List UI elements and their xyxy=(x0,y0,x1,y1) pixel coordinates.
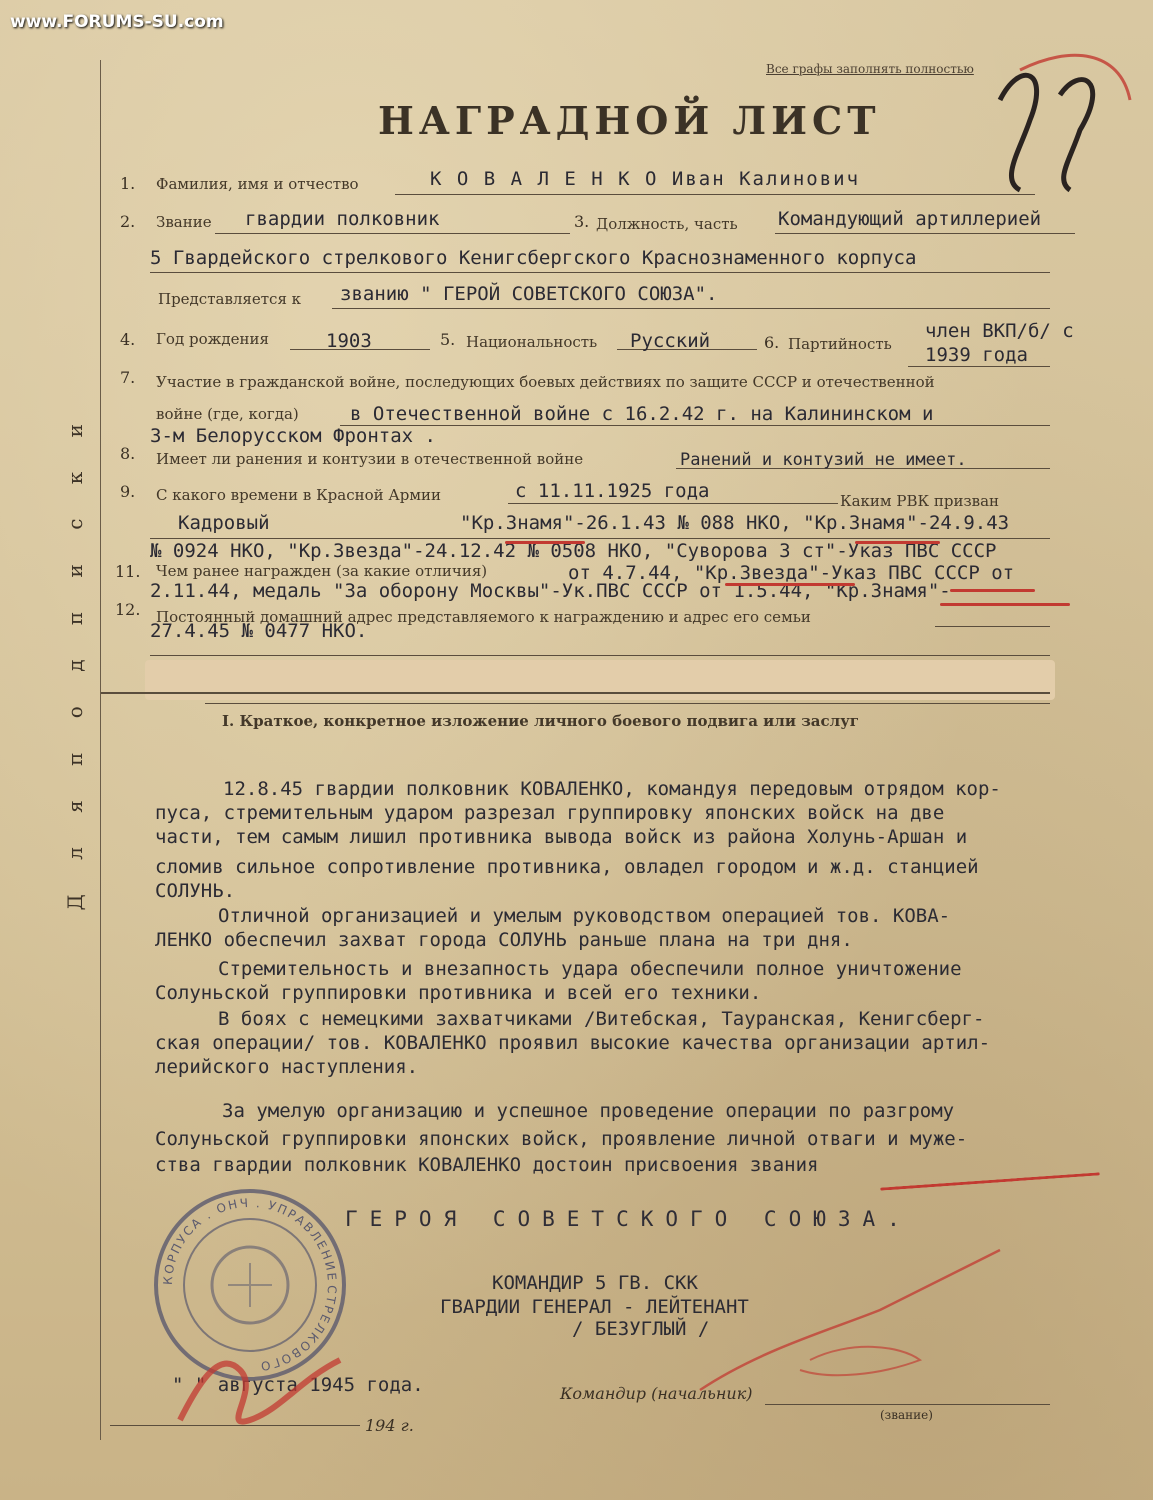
awards-line-1: "Кр.Знамя"-26.1.43 № 088 НКО, "Кр.Знамя"-24.9.43 xyxy=(460,512,1010,534)
field-number: 3. xyxy=(574,212,590,231)
fill-all-columns-note: Все графы заполнять полностью xyxy=(766,62,974,76)
year-blank: 194 г. xyxy=(365,1416,414,1435)
narrative-line: Солуньской группировки японских войск, проявление личной отваги и муже- xyxy=(155,1128,968,1150)
narrative-line: Стремительность и внезапность удара обеспечили полное уничтожение xyxy=(218,958,962,980)
full-name-value: К О В А Л Е Н К О Иван Калинович xyxy=(430,168,861,190)
narrative-line: ЛЕНКО обеспечил захват города СОЛУНЬ раньше плана на три дня. xyxy=(155,929,853,951)
field-label: войне (где, когда) xyxy=(156,405,299,423)
field-number: 11. xyxy=(115,562,141,581)
narrative-line: части, тем самым лишил противника вывода войск из района Холунь-Аршан и xyxy=(155,826,968,848)
field-label: С какого времени в Красной Армии xyxy=(156,486,442,504)
war-participation-value-2: 3-м Белорусском Фронтах . xyxy=(150,425,436,447)
presented-for-value: званию " ГЕРОЙ СОВЕТСКОГО СОЮЗА". xyxy=(340,283,718,305)
rank-value: гвардии полковник xyxy=(245,208,440,230)
handwritten-number-mark xyxy=(960,40,1140,200)
rank-caption: (звание) xyxy=(880,1408,933,1422)
commander-line: ГВАРДИИ ГЕНЕРАЛ - ЛЕЙТЕНАНТ xyxy=(440,1296,749,1318)
field-label: Участие в гражданской войне, последующих боевых действиях по защите СССР и отечественной xyxy=(156,373,935,391)
redacted-area xyxy=(145,660,1055,700)
stamp-text-top: КОРПУСА . ОНЧ . УПРАВЛЕНИЕ xyxy=(160,1195,340,1286)
red-signature xyxy=(680,1240,1010,1400)
margin-label xyxy=(60,410,90,1130)
margin-text: Д л я п о д п и с к и xyxy=(63,410,87,911)
draft-office-value: Кадровый xyxy=(178,512,270,534)
field-label: Звание xyxy=(156,213,212,231)
narrative-line: пуса, стремительным ударом разрезал группировку японских войск на две xyxy=(155,802,945,824)
site-watermark: www.FORUMS-SU.com xyxy=(10,12,224,32)
field-label: Национальность xyxy=(466,333,598,351)
field-label: Год рождения xyxy=(156,330,269,348)
field-label: Фамилия, имя и отчество xyxy=(156,175,359,193)
narrative-line: СОЛУНЬ. xyxy=(155,880,236,902)
narrative-line: Отличной организацией и умелым руководством операцией тов. КОВА- xyxy=(218,905,951,927)
red-stamp-scribble xyxy=(160,1320,360,1440)
nationality-value: Русский xyxy=(630,330,711,352)
signature-date: " " августа 1945 года. xyxy=(172,1374,424,1396)
commander-line: КОМАНДИР 5 ГВ. СКК xyxy=(492,1272,698,1294)
narrative-line: лерийского наступления. xyxy=(155,1056,419,1078)
field-label: Имеет ли ранения и контузии в отечественной войне xyxy=(156,450,584,468)
field-number: 1. xyxy=(120,174,136,193)
stamp-text-bottom: СТРЕЛКОВОГО xyxy=(257,1284,340,1374)
field-label: Партийность xyxy=(788,335,892,353)
army-since-value: с 11.11.1925 года xyxy=(515,480,710,502)
narrative-line: сломив сильное сопротивление противника, овладел городом и ж.д. станцией xyxy=(155,856,979,878)
narrative-line: Солуньской группировки противника и всей его техники. xyxy=(155,982,762,1004)
birth-year-value: 1903 xyxy=(326,330,372,352)
field-number: 5. xyxy=(440,330,456,349)
page-title: НАГРАДНОЙ ЛИСТ xyxy=(378,98,881,143)
field-number: 7. xyxy=(120,368,136,387)
narrative-line: В боях с немецкими захватчиками /Витебская, Тауранская, Кенигсберг- xyxy=(218,1008,985,1030)
party-year-value: 1939 года xyxy=(925,344,1028,366)
commander-label: Командир (начальник) xyxy=(560,1384,753,1403)
field-label: Каким РВК призван xyxy=(840,492,1000,510)
narrative-line: 12.8.45 гвардии полковник КОВАЛЕНКО, командуя передовым отрядом кор- xyxy=(223,778,1001,800)
address-value: 27.4.45 № 0477 НКО. xyxy=(150,620,368,642)
narrative-line: ская операции/ тов. КОВАЛЕНКО проявил высокие качества организации артил- xyxy=(155,1032,991,1054)
unit-value: 5 Гвардейского стрелкового Кенигсбергского Краснознаменного корпуса xyxy=(150,247,917,269)
field-number: 8. xyxy=(120,444,136,463)
field-label: Представляется к xyxy=(158,290,302,308)
field-label: Постоянный домашний адрес представляемого к награждению и адрес его семьи xyxy=(156,608,811,626)
party-value: член ВКП/б/ с xyxy=(925,320,1074,342)
field-number: 12. xyxy=(115,600,141,619)
wounds-value: Ранений и контузий не имеет. xyxy=(680,450,967,470)
position-value: Командующий артиллерией xyxy=(778,208,1042,230)
prior-awards-value-2: 2.11.44, медаль "За оборону Москвы"-Ук.ПВС СССР от 1.5.44, "Кр.Знамя"- xyxy=(150,580,951,602)
field-number: 2. xyxy=(120,212,136,231)
narrative-line: За умелую организацию и успешное проведение операции по разгрому xyxy=(222,1100,955,1122)
war-participation-value: в Отечественной войне с 16.2.42 г. на Калининском и xyxy=(350,403,934,425)
awards-line-2: № 0924 НКО, "Кр.Звезда"-24.12.42 № 0508 НКО, "Суворова 3 ст"-Указ ПВС СССР xyxy=(150,540,997,562)
field-label: Должность, часть xyxy=(596,215,738,233)
award-title-line: ГЕРОЯ СОВЕТСКОГО СОЮЗА. xyxy=(345,1207,912,1231)
narrative-line: ства гвардии полковник КОВАЛЕНКО достоин присвоения звания xyxy=(155,1154,819,1176)
commander-name: / БЕЗУГЛЫЙ / xyxy=(572,1318,710,1340)
field-number: 4. xyxy=(120,330,136,349)
field-number: 9. xyxy=(120,482,136,501)
field-number: 6. xyxy=(764,333,780,352)
prior-awards-value: от 4.7.44, "Кр.Звезда"-Указ ПВС СССР от xyxy=(568,562,1015,584)
section-heading: I. Краткое, конкретное изложение личного боевого подвига или заслуг xyxy=(222,712,859,730)
field-label: Чем ранее награжден (за какие отличия) xyxy=(156,562,488,580)
